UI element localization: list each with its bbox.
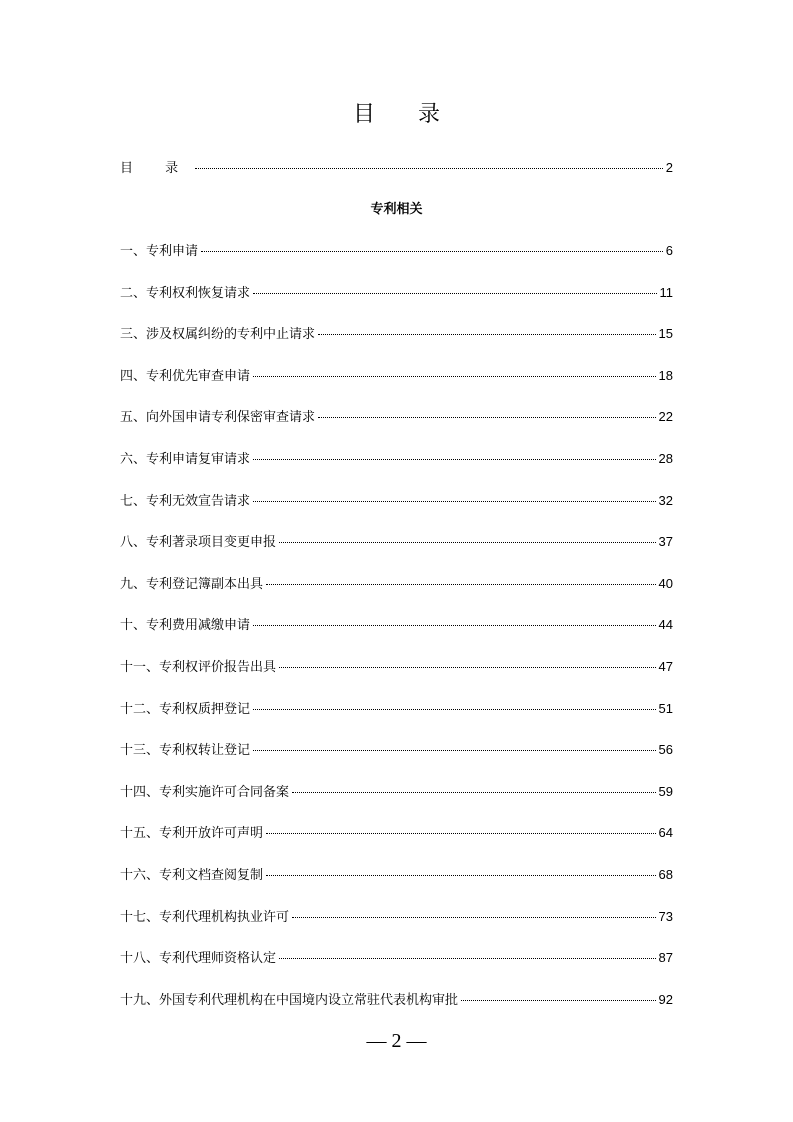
toc-entry[interactable]	[120, 865, 673, 907]
toc-entry-label: 十六、专利文档查阅复制	[120, 867, 264, 883]
toc-entry-page: 44	[658, 617, 673, 633]
toc-entry-page: 59	[658, 783, 673, 799]
toc-entry-label: 目 录	[120, 161, 193, 176]
toc-entry-page: 22	[658, 409, 673, 425]
toc-entry-page: 51	[658, 700, 673, 716]
toc-entry-page: 37	[658, 534, 673, 550]
dot-leader	[461, 1000, 656, 1001]
toc-entry-page: 18	[658, 367, 673, 383]
toc-entry-label: 十七、专利代理机构执业许可	[120, 909, 290, 925]
dot-leader	[201, 251, 663, 252]
toc-entry-label: 二、专利权利恢复请求	[120, 285, 251, 301]
toc-entry-label: 五、向外国申请专利保密审查请求	[120, 410, 316, 426]
toc-entry-label: 十、专利费用减缴申请	[120, 618, 251, 634]
toc-entry[interactable]	[120, 657, 673, 699]
dot-leader	[266, 584, 656, 585]
toc-entry-label: 一、专利申请	[120, 244, 199, 259]
toc-entry-page: 68	[658, 866, 673, 882]
toc-entry-page: 56	[658, 742, 673, 758]
dot-leader	[292, 917, 656, 918]
toc-entry-label: 十一、专利权评价报告出具	[120, 659, 277, 675]
toc-top-section	[120, 158, 673, 180]
toc-entry-label: 十五、专利开放许可声明	[120, 826, 264, 842]
dot-leader	[279, 667, 656, 668]
toc-entry-page: 11	[659, 284, 673, 300]
dot-leader	[253, 376, 656, 377]
toc-entry-contents[interactable]	[120, 158, 673, 180]
toc-entry[interactable]	[120, 740, 673, 782]
toc-entry[interactable]	[120, 782, 673, 824]
toc-entry-label: 七、专利无效宣告请求	[120, 493, 251, 509]
toc-entry-label: 十九、外国专利代理机构在中国境内设立常驻代表机构审批	[120, 992, 459, 1008]
toc-entry[interactable]	[120, 574, 673, 616]
toc-entry-label: 四、专利优先审查申请	[120, 368, 251, 384]
toc-entry[interactable]	[120, 615, 673, 657]
section-heading: 专利相关	[370, 202, 423, 217]
toc-entry[interactable]	[120, 366, 673, 408]
toc-entry[interactable]	[120, 823, 673, 865]
dot-leader	[253, 750, 656, 751]
toc-entry-page: 2	[665, 160, 673, 175]
dot-leader	[253, 709, 656, 710]
dot-leader	[253, 501, 656, 502]
toc-entry[interactable]	[120, 990, 673, 1032]
toc-entry-page: 92	[658, 991, 673, 1007]
toc-entry[interactable]	[120, 407, 673, 449]
toc-entry-label: 十四、专利实施许可合同备案	[120, 784, 290, 800]
toc-entry-label: 十八、专利代理师资格认定	[120, 951, 277, 967]
dot-leader	[279, 542, 656, 543]
toc-entry-label: 十二、专利权质押登记	[120, 701, 251, 717]
toc-entry-page: 87	[658, 950, 673, 966]
toc-entry-page: 40	[658, 575, 673, 591]
toc-entry[interactable]	[120, 241, 673, 283]
toc-entry[interactable]	[120, 449, 673, 491]
toc-entry-page: 32	[658, 492, 673, 508]
toc-entry-label: 六、专利申请复审请求	[120, 451, 251, 467]
dot-leader	[266, 875, 656, 876]
dot-leader	[253, 459, 656, 460]
toc-entry-page: 28	[658, 450, 673, 466]
dot-leader	[318, 334, 656, 335]
toc-entry[interactable]	[120, 283, 673, 325]
dot-leader	[266, 833, 656, 834]
toc-entry-page: 6	[665, 243, 673, 258]
toc-entry[interactable]	[120, 948, 673, 990]
toc-entry-page: 15	[658, 326, 673, 342]
toc-entry-page: 73	[658, 908, 673, 924]
toc-entry-page: 47	[658, 658, 673, 674]
toc-entry[interactable]	[120, 907, 673, 949]
toc-entry[interactable]	[120, 324, 673, 366]
page-title: 目 录	[353, 102, 458, 127]
toc-entry[interactable]	[120, 532, 673, 574]
toc-entry[interactable]	[120, 699, 673, 741]
toc-entry-label: 九、专利登记簿副本出具	[120, 576, 264, 592]
dot-leader	[318, 417, 656, 418]
dot-leader	[279, 958, 656, 959]
dot-leader	[253, 625, 656, 626]
page-number-footer: — 2 —	[366, 1030, 427, 1052]
dot-leader	[253, 293, 656, 294]
toc-entry-label: 十三、专利权转让登记	[120, 743, 251, 759]
toc-entry-page: 64	[658, 825, 673, 841]
toc-list	[120, 241, 673, 1031]
dot-leader	[195, 168, 663, 169]
toc-entry-label: 三、涉及权属纠纷的专利中止请求	[120, 327, 316, 343]
dot-leader	[292, 792, 656, 793]
toc-entry[interactable]	[120, 491, 673, 533]
toc-entry-label: 八、专利著录项目变更申报	[120, 535, 277, 551]
